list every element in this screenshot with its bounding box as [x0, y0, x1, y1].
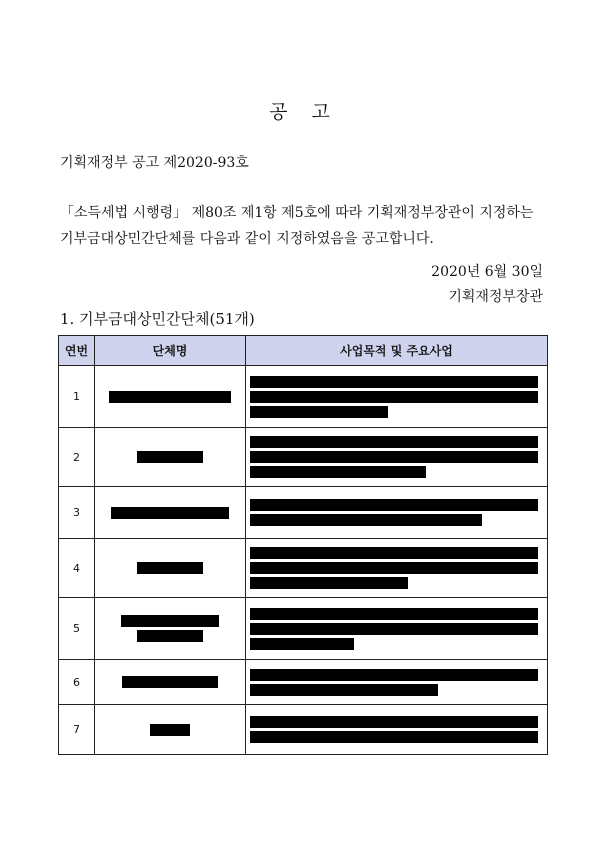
- org-name-cell: [95, 539, 246, 598]
- header-name: 단체명: [95, 336, 246, 366]
- purpose-cell: [246, 487, 548, 539]
- title-char-2: 고: [311, 101, 332, 123]
- redaction-bar: [250, 731, 538, 743]
- table-row: [59, 705, 548, 755]
- redaction-bar: [150, 724, 190, 736]
- redaction-bar: [250, 376, 538, 388]
- page-title: [0, 97, 601, 124]
- redaction-bar: [250, 608, 538, 620]
- row-number: 1: [59, 366, 95, 428]
- redaction-bar: [250, 514, 482, 526]
- row-number: 4: [59, 539, 95, 598]
- purpose-cell: [246, 705, 548, 755]
- org-name-cell: [95, 428, 246, 487]
- row-number: 7: [59, 705, 95, 755]
- table-header-row: [59, 336, 548, 366]
- redaction-bar: [137, 451, 203, 463]
- redaction-bar: [250, 499, 538, 511]
- table-row: [59, 487, 548, 539]
- org-name-cell: [95, 660, 246, 705]
- title-char-1: 공: [269, 101, 290, 123]
- purpose-cell: [246, 428, 548, 487]
- redaction-bar: [250, 562, 538, 574]
- redaction-bar: [250, 716, 538, 728]
- notice-date: 2020년 6월 30일: [431, 264, 543, 280]
- table-row: [59, 366, 548, 428]
- row-number: 2: [59, 428, 95, 487]
- redaction-bar: [111, 507, 229, 519]
- redaction-bar: [250, 623, 538, 635]
- row-number: 6: [59, 660, 95, 705]
- org-name-cell: [95, 487, 246, 539]
- redaction-bar: [121, 615, 219, 627]
- redaction-bar: [137, 630, 203, 642]
- redaction-bar: [250, 638, 354, 650]
- redaction-bar: [250, 669, 538, 681]
- redaction-bar: [250, 466, 426, 478]
- table-row: [59, 539, 548, 598]
- redaction-bar: [137, 562, 203, 574]
- table-row: [59, 428, 548, 487]
- notice-number: 기획재정부 공고 제2020-93호: [60, 155, 249, 171]
- purpose-cell: [246, 539, 548, 598]
- redaction-bar: [250, 451, 538, 463]
- table-row: [59, 660, 548, 705]
- header-purpose: 사업목적 및 주요사업: [246, 336, 548, 366]
- purpose-cell: [246, 366, 548, 428]
- issuer-name: 기획재정부장관: [448, 289, 543, 305]
- purpose-cell: [246, 598, 548, 660]
- row-number: 3: [59, 487, 95, 539]
- organization-table: [58, 335, 548, 755]
- body-paragraph: 「소득세법 시행령」 제80조 제1항 제5호에 따라 기획재정부장관이 지정하는 기부금대상민간단체를 다음과 같이 지정하였음을 공고합니다.: [60, 205, 534, 247]
- header-no: 연번: [59, 336, 95, 366]
- redaction-bar: [250, 577, 408, 589]
- org-name-cell: [95, 705, 246, 755]
- redaction-bar: [122, 676, 218, 688]
- section-title: 1. 기부금대상민간단체(51개): [60, 310, 255, 328]
- redaction-bar: [250, 391, 538, 403]
- redaction-bar: [250, 684, 438, 696]
- redaction-bar: [250, 406, 388, 418]
- table-row: [59, 598, 548, 660]
- row-number: 5: [59, 598, 95, 660]
- redaction-bar: [250, 436, 538, 448]
- purpose-cell: [246, 660, 548, 705]
- redaction-bar: [250, 547, 538, 559]
- org-name-cell: [95, 598, 246, 660]
- redaction-bar: [109, 391, 231, 403]
- org-name-cell: [95, 366, 246, 428]
